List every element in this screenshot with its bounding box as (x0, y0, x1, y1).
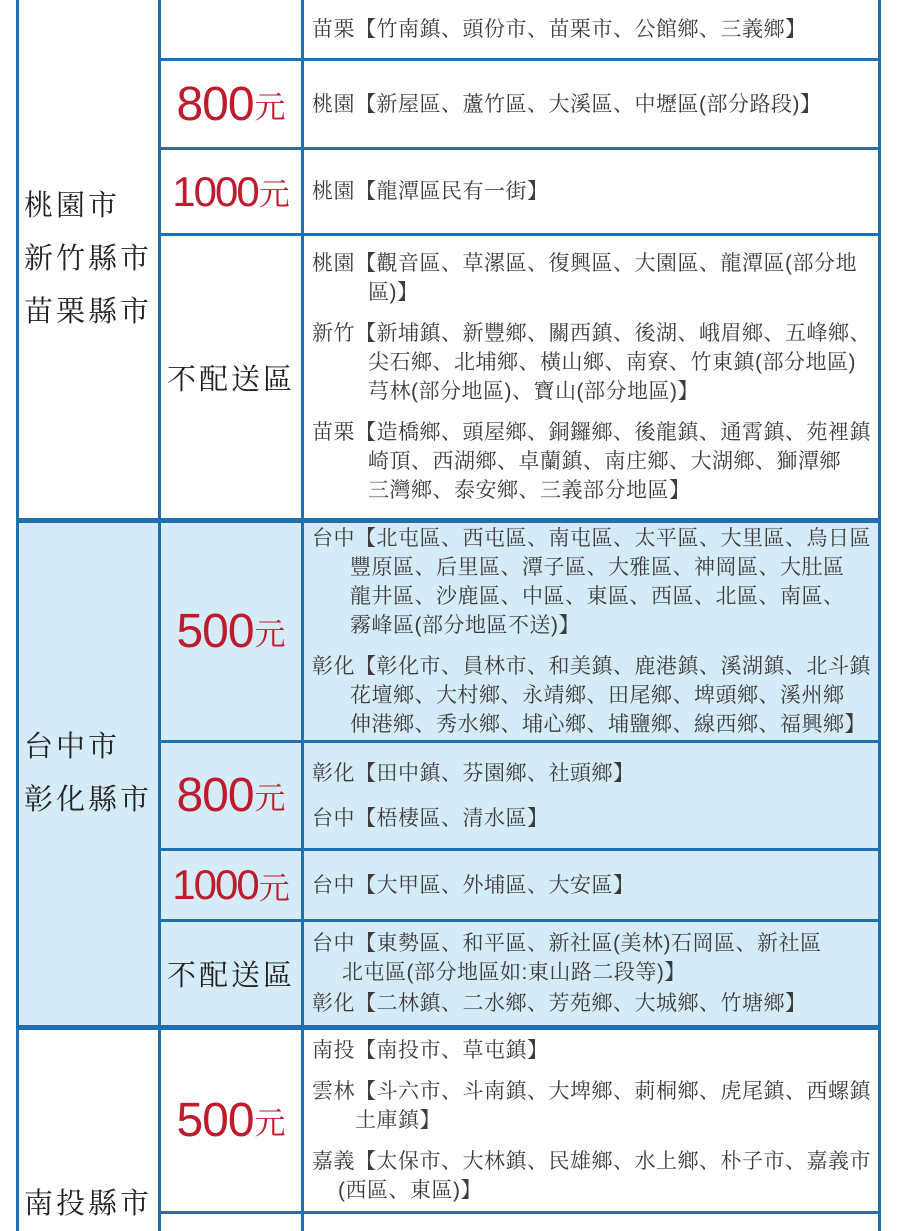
fee-row (161, 1030, 878, 1211)
areas-cell (304, 1214, 878, 1231)
area-entry (312, 15, 872, 44)
price-unit: 元 (258, 870, 290, 906)
fee-row (161, 1211, 878, 1231)
price-amount: 500 (176, 1094, 254, 1147)
area-text: 台中【梧棲區、清水區】 (312, 806, 549, 830)
fee-row (161, 0, 878, 58)
area-text: 區)】 (368, 281, 419, 304)
area-entry (312, 929, 872, 987)
area-text: 桃園【新屋區、蘆竹區、大溪區、中壢區(部分路段)】 (312, 92, 822, 116)
price-amount: 500 (176, 605, 254, 658)
area-entry (312, 418, 872, 505)
region-name: 台中市 (24, 731, 121, 763)
areas-cell (304, 523, 878, 740)
area-text: 龍井區、沙鹿區、中區、東區、西區、北區、南區、 (350, 585, 845, 608)
price-unit: 元 (258, 177, 290, 212)
price-amount: 800 (176, 769, 254, 822)
areas-cell (304, 851, 878, 919)
area-entry (312, 1036, 872, 1065)
price-unit: 元 (254, 781, 286, 816)
price-cell (161, 1214, 304, 1231)
region-name-cell (19, 0, 161, 518)
region-name-cell (19, 523, 161, 1025)
no-delivery-label: 不配送區 (166, 363, 295, 396)
area-text: 台中【大甲區、外埔區、大安區】 (312, 873, 635, 897)
area-text: 尖石鄉、北埔鄉、橫山鄉、南寮、竹東鎮(部分地區) (368, 351, 856, 374)
area-entry (312, 524, 872, 640)
fee-row (161, 58, 878, 147)
region-name: 桃園市 (24, 189, 121, 222)
region-name: 南投縣市 (24, 1188, 153, 1220)
area-text: 伸港鄉、秀水鄉、埔心鄉、埔鹽鄉、線西鄉、福興鄉】 (350, 713, 866, 736)
price-cell (161, 851, 304, 919)
area-entry (312, 871, 872, 900)
price-amount: 1000 (172, 861, 258, 908)
price-unit: 元 (254, 89, 286, 125)
areas-cell (304, 150, 878, 233)
area-entry (312, 1077, 872, 1135)
price-unit: 元 (254, 1106, 286, 1141)
price-cell (161, 61, 304, 147)
fee-row (161, 848, 878, 919)
area-text: 豐原區、后里區、潭子區、大雅區、神岡區、大肚區 (350, 556, 845, 579)
area-text: 三灣鄉、泰安鄉、三義部分地區】 (368, 479, 691, 502)
area-text: 苗栗【竹南鎮、頭份市、苗栗市、公館鄉、三義鄉】 (312, 17, 807, 41)
area-text: 雲林【斗六市、斗南鎮、大埤鄉、莿桐鄉、虎尾鎮、西螺鎮 (312, 1080, 871, 1103)
areas-cell (304, 743, 878, 848)
price-cell (161, 922, 304, 1025)
areas-cell (304, 1030, 878, 1211)
areas-cell (304, 0, 878, 58)
fee-row (161, 233, 878, 518)
area-entry (312, 989, 872, 1018)
area-text: 苗栗【造橋鄉、頭屋鄉、銅鑼鄉、後龍鎮、通霄鎮、苑裡鎮 (312, 421, 871, 444)
area-text: 芎林(部分地區)、寶山(部分地區)】 (368, 380, 699, 403)
fee-row (161, 919, 878, 1025)
area-entry (312, 90, 872, 119)
region-name: 苗栗縣市 (24, 295, 153, 328)
area-text: 北屯區(部分地區如:東山路二段等)】 (342, 961, 686, 984)
area-text: 彰化【彰化市、員林市、和美鎮、鹿港鎮、溪湖鎮、北斗鎮 (312, 655, 871, 678)
price-amount: 1000 (172, 167, 258, 215)
region-name: 新竹縣市 (24, 242, 153, 275)
area-text: 桃園【龍潭區民有一街】 (312, 180, 549, 203)
price-cell (161, 743, 304, 848)
area-text: (西區、東區)】 (338, 1179, 482, 1202)
area-text: 花壇鄉、大村鄉、永靖鄉、田尾鄉、埤頭鄉、溪州鄉 (350, 684, 845, 707)
area-entry (312, 177, 872, 206)
area-text: 土庫鎮】 (355, 1109, 441, 1132)
area-entry (312, 759, 872, 788)
price-cell (161, 1030, 304, 1211)
area-text: 新竹【新埔鎮、新豐鄉、關西鎮、後湖、峨眉鄉、五峰鄉、 (312, 322, 871, 345)
area-text: 嘉義【太保市、大林鎮、民雄鄉、水上鄉、朴子市、嘉義市 (312, 1150, 871, 1173)
price-cell (161, 150, 304, 233)
area-text: 桃園【觀音區、草漯區、復興區、大園區、龍潭區(部分地 (312, 252, 857, 275)
no-delivery-label: 不配送區 (166, 960, 295, 992)
price-unit: 元 (254, 617, 286, 652)
area-text: 台中【東勢區、和平區、新社區(美林)石岡區、新社區 (312, 932, 822, 955)
area-entry (312, 652, 872, 739)
area-entry (312, 804, 872, 833)
fee-row (161, 740, 878, 848)
region-name: 彰化縣市 (24, 784, 153, 816)
area-entry (312, 319, 872, 406)
area-text: 崎頂、西湖鄉、卓蘭鎮、南庄鄉、大湖鄉、獅潭鄉 (368, 450, 841, 473)
price-cell (161, 236, 304, 518)
shipping-fee-table (16, 0, 881, 1231)
areas-cell (304, 922, 878, 1025)
region-section (19, 518, 878, 1025)
area-text: 霧峰區(部分地區不送)】 (350, 614, 580, 637)
area-entry (312, 249, 872, 307)
region-section (19, 1025, 878, 1231)
fee-row (161, 523, 878, 740)
price-cell (161, 0, 304, 58)
area-text: 台中【北屯區、西屯區、南屯區、太平區、大里區、烏日區 (312, 527, 871, 550)
fee-row (161, 147, 878, 233)
area-text: 南投【南投市、草屯鎮】 (312, 1039, 549, 1062)
area-entry (312, 1147, 872, 1205)
region-name-cell (19, 1030, 161, 1231)
price-cell (161, 523, 304, 740)
region-section (19, 0, 878, 518)
areas-cell (304, 236, 878, 518)
areas-cell (304, 61, 878, 147)
price-amount: 800 (176, 77, 254, 131)
area-text: 彰化【二林鎮、二水鄉、芳苑鄉、大城鄉、竹塘鄉】 (312, 992, 807, 1015)
area-text: 彰化【田中鎮、芬園鄉、社頭鄉】 (312, 761, 635, 785)
